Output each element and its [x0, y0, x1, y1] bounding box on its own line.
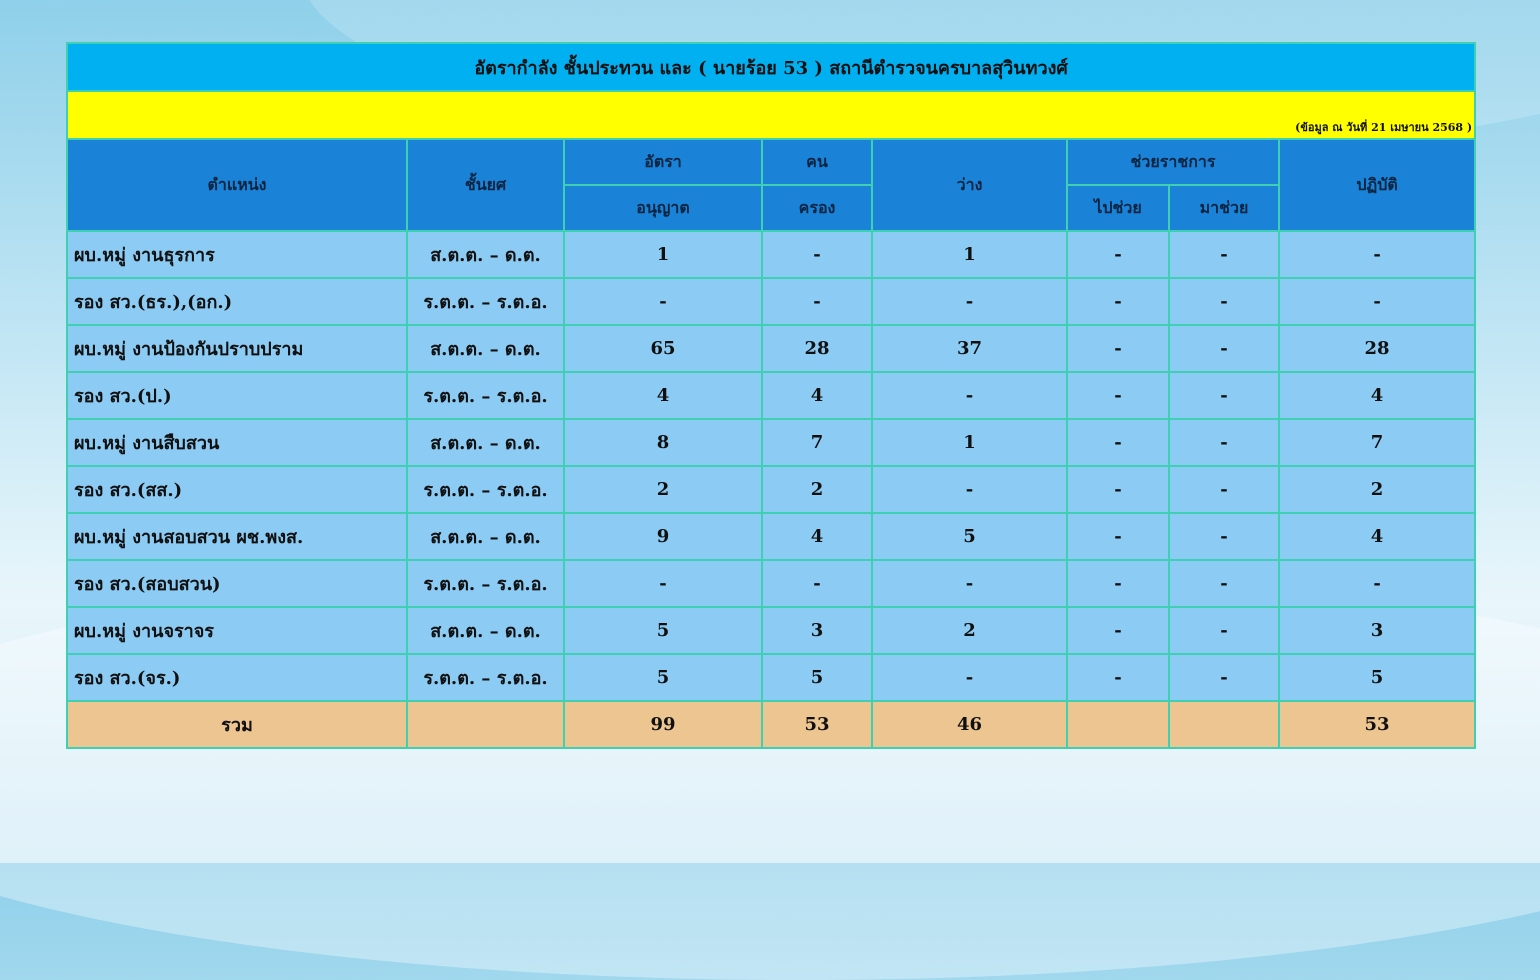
cell-quota: 5: [564, 654, 762, 701]
cell-assist-in: -: [1169, 231, 1279, 278]
cell-position: ผบ.หมู่ งานธุรการ: [67, 231, 407, 278]
cell-quota: 9: [564, 513, 762, 560]
cell-rank: ส.ต.ต. – ด.ต.: [407, 513, 564, 560]
cell-active: 4: [1279, 372, 1475, 419]
table-row: [67, 607, 1475, 654]
cell-filled: 28: [762, 325, 872, 372]
as-of-date: (ข้อมูล ณ วันที่ 21 เมษายน 2568 ): [67, 91, 1475, 139]
cell-active: -: [1279, 560, 1475, 607]
cell-quota: 4: [564, 372, 762, 419]
header-filled-bottom: ครอง: [762, 185, 872, 231]
cell-filled: 7: [762, 419, 872, 466]
header-rank: ชั้นยศ: [407, 139, 564, 231]
cell-rank: ร.ต.ต. – ร.ต.อ.: [407, 466, 564, 513]
cell-assist-out: -: [1067, 278, 1169, 325]
cell-assist-out: -: [1067, 372, 1169, 419]
cell-position: ผบ.หมู่ งานสืบสวน: [67, 419, 407, 466]
cell-assist-in: -: [1169, 513, 1279, 560]
cell-quota: -: [564, 560, 762, 607]
table-title: อัตรากำลัง ชั้นประทวน และ ( นายร้อย 53 ) สถานีตำรวจนครบาลสุวินทวงศ์: [67, 43, 1475, 91]
cell-rank: ส.ต.ต. – ด.ต.: [407, 231, 564, 278]
cell-filled: 4: [762, 513, 872, 560]
cell-assist-in: -: [1169, 278, 1279, 325]
cell-vacant: 1: [872, 231, 1067, 278]
cell-vacant: 5: [872, 513, 1067, 560]
header-assist: ช่วยราชการ: [1067, 139, 1279, 185]
cell-assist-out: -: [1067, 607, 1169, 654]
cell-vacant: 37: [872, 325, 1067, 372]
table-row: [67, 513, 1475, 560]
cell-assist-in: -: [1169, 654, 1279, 701]
cell-assist-out: -: [1067, 560, 1169, 607]
cell-quota: 8: [564, 419, 762, 466]
cell-position: รอง สว.(ธร.),(อก.): [67, 278, 407, 325]
cell-assist-in: -: [1169, 560, 1279, 607]
header-filled-top: คน: [762, 139, 872, 185]
cell-rank: ร.ต.ต. – ร.ต.อ.: [407, 278, 564, 325]
cell-assist-in: -: [1169, 372, 1279, 419]
cell-assist-in: -: [1169, 466, 1279, 513]
cell-quota: -: [564, 278, 762, 325]
table-row: [67, 372, 1475, 419]
staffing-table: [66, 42, 1476, 749]
total-rank: [407, 701, 564, 748]
cell-position: ผบ.หมู่ งานจราจร: [67, 607, 407, 654]
cell-active: 28: [1279, 325, 1475, 372]
cell-vacant: 1: [872, 419, 1067, 466]
cell-vacant: -: [872, 654, 1067, 701]
cell-rank: ร.ต.ต. – ร.ต.อ.: [407, 372, 564, 419]
cell-rank: ส.ต.ต. – ด.ต.: [407, 419, 564, 466]
cell-quota: 65: [564, 325, 762, 372]
cell-assist-out: -: [1067, 466, 1169, 513]
cell-vacant: 2: [872, 607, 1067, 654]
cell-assist-out: -: [1067, 419, 1169, 466]
cell-active: 4: [1279, 513, 1475, 560]
cell-quota: 1: [564, 231, 762, 278]
header-position: ตำแหน่ง: [67, 139, 407, 231]
header-quota-bottom: อนุญาต: [564, 185, 762, 231]
cell-assist-out: -: [1067, 325, 1169, 372]
total-assist-out: [1067, 701, 1169, 748]
table-row: [67, 325, 1475, 372]
cell-filled: 3: [762, 607, 872, 654]
total-active: 53: [1279, 701, 1475, 748]
cell-active: -: [1279, 231, 1475, 278]
header-assist-in: มาช่วย: [1169, 185, 1279, 231]
staffing-table-sheet: [66, 42, 1474, 749]
header-active: ปฏิบัติ: [1279, 139, 1475, 231]
cell-rank: ส.ต.ต. – ด.ต.: [407, 325, 564, 372]
cell-position: รอง สว.(สอบสวน): [67, 560, 407, 607]
table-row: [67, 654, 1475, 701]
cell-position: รอง สว.(ป.): [67, 372, 407, 419]
table-body: [67, 231, 1475, 701]
total-vacant: 46: [872, 701, 1067, 748]
total-quota: 99: [564, 701, 762, 748]
cell-filled: 2: [762, 466, 872, 513]
header-quota-top: อัตรา: [564, 139, 762, 185]
cell-rank: ร.ต.ต. – ร.ต.อ.: [407, 560, 564, 607]
cell-filled: -: [762, 231, 872, 278]
cell-vacant: -: [872, 560, 1067, 607]
cell-active: 2: [1279, 466, 1475, 513]
table-row: [67, 466, 1475, 513]
cell-rank: ร.ต.ต. – ร.ต.อ.: [407, 654, 564, 701]
header-vacant: ว่าง: [872, 139, 1067, 231]
cell-position: รอง สว.(สส.): [67, 466, 407, 513]
cell-assist-out: -: [1067, 231, 1169, 278]
header-assist-out: ไปช่วย: [1067, 185, 1169, 231]
cell-active: 3: [1279, 607, 1475, 654]
cell-quota: 2: [564, 466, 762, 513]
cell-position: ผบ.หมู่ งานสอบสวน ผช.พงส.: [67, 513, 407, 560]
cell-assist-out: -: [1067, 654, 1169, 701]
cell-vacant: -: [872, 372, 1067, 419]
cell-filled: 4: [762, 372, 872, 419]
total-assist-in: [1169, 701, 1279, 748]
table-row: [67, 419, 1475, 466]
cell-active: 5: [1279, 654, 1475, 701]
cell-assist-out: -: [1067, 513, 1169, 560]
cell-position: รอง สว.(จร.): [67, 654, 407, 701]
total-label: รวม: [67, 701, 407, 748]
table-row: [67, 231, 1475, 278]
cell-assist-in: -: [1169, 325, 1279, 372]
cell-quota: 5: [564, 607, 762, 654]
cell-vacant: -: [872, 278, 1067, 325]
table-row: [67, 560, 1475, 607]
cell-filled: -: [762, 560, 872, 607]
cell-assist-in: -: [1169, 607, 1279, 654]
cell-vacant: -: [872, 466, 1067, 513]
table-row: [67, 278, 1475, 325]
cell-rank: ส.ต.ต. – ด.ต.: [407, 607, 564, 654]
total-row: [67, 701, 1475, 748]
cell-filled: 5: [762, 654, 872, 701]
cell-active: -: [1279, 278, 1475, 325]
total-filled: 53: [762, 701, 872, 748]
cell-assist-in: -: [1169, 419, 1279, 466]
cell-position: ผบ.หมู่ งานป้องกันปราบปราม: [67, 325, 407, 372]
cell-filled: -: [762, 278, 872, 325]
cell-active: 7: [1279, 419, 1475, 466]
